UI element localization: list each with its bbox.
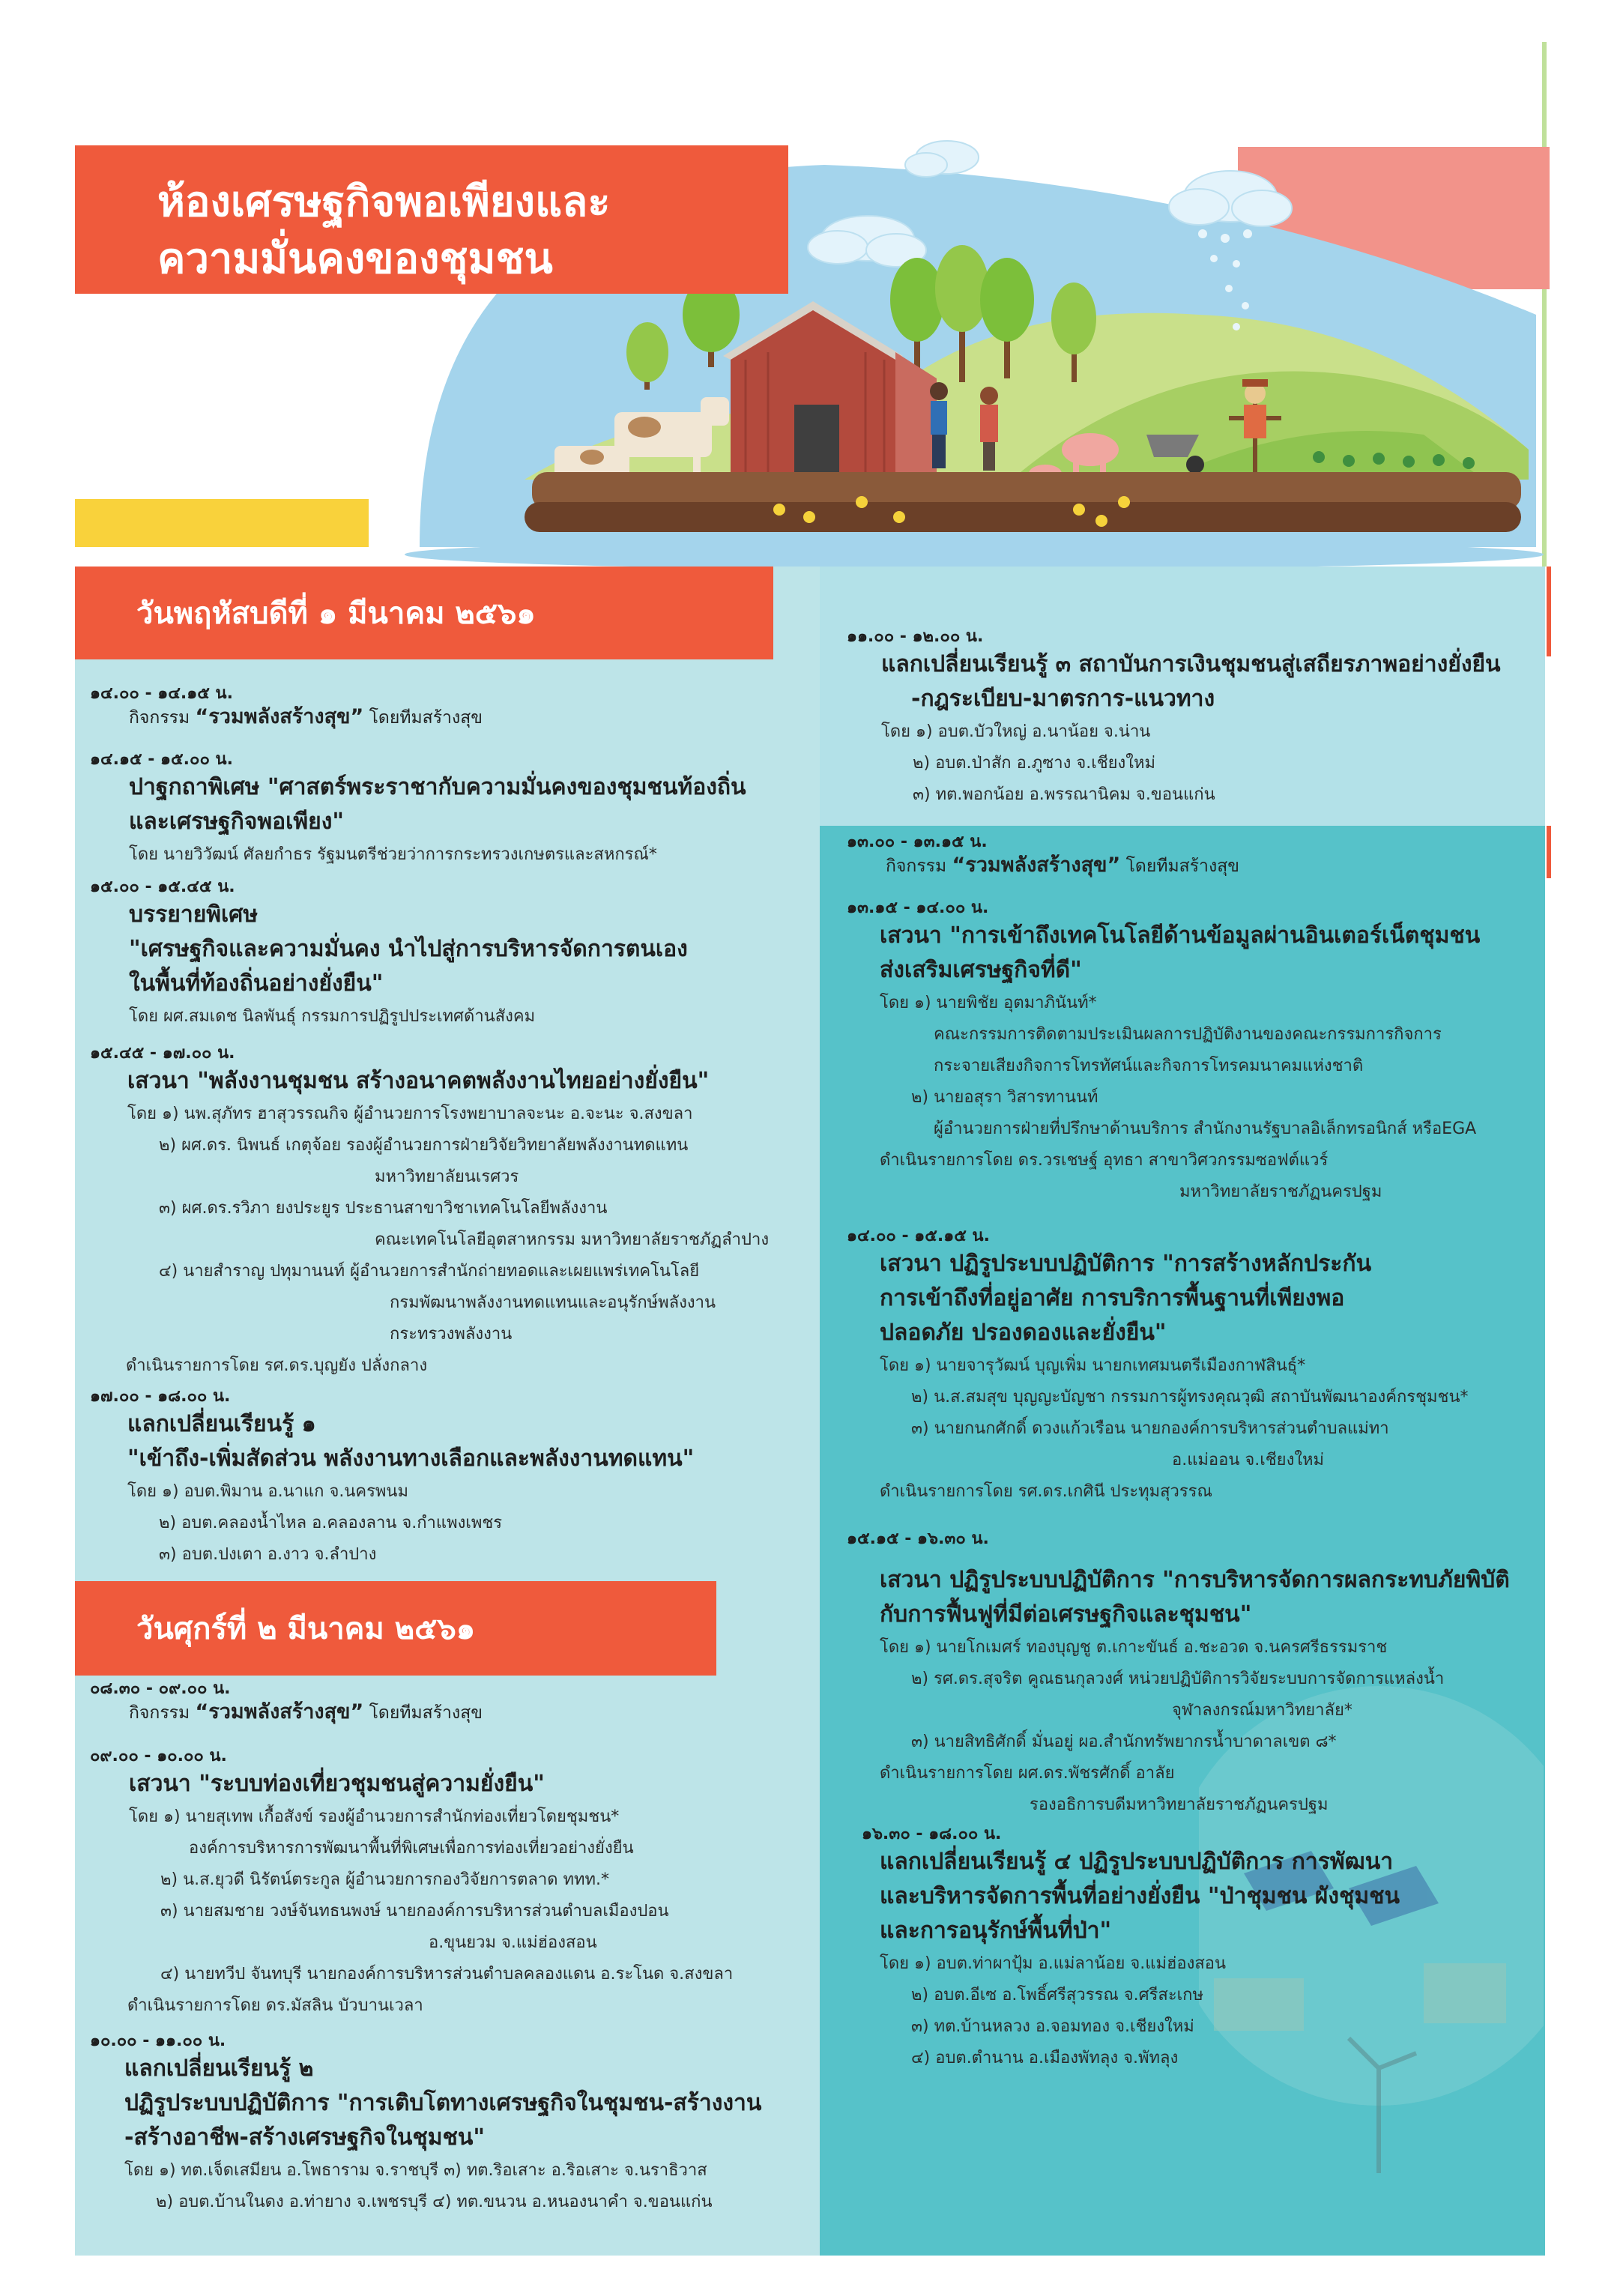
speaker-line: ๒) น.ส.สมสุข บุญญะบัญชา กรรมการผู้ทรงคุณวุฒิ สถาบันพัฒนาองค์กรชุมชน* — [911, 1388, 1469, 1407]
speaker-line: ๓) นายสิทธิศักดิ์ มั่นอยู่ ผอ.สำนักทรัพยากรน้ำบาดาลเขต ๘* — [911, 1732, 1337, 1751]
session-title: -กฎระเบียบ-มาตรการ-แนวทาง — [911, 686, 1215, 712]
session-title: เสวนา ปฏิรูประบบปฏิบัติการ "การบริหารจัดการผลกระทบภัยพิบัติ — [880, 1567, 1510, 1593]
speaker-line: กรมพัฒนาพลังงานทดแทนและอนุรักษ์พลังงาน — [390, 1293, 716, 1312]
speaker-line: ๒) รศ.ดร.สุจริต คูณธนกุลวงศ์ หน่วยปฏิบัติการวิจัยระบบการจัดการแหล่งน้ำ — [911, 1670, 1445, 1688]
speaker-line: โดย นายวิวัฒน์ ศัลยกำธร รัฐมนตรีช่วยว่าการกระทรวงเกษตรและสหกรณ์* — [129, 845, 657, 864]
speaker-line: ๓) ผศ.ดร.รวิภา ยงประยูร ประธานสาขาวิชาเทคโนโลยีพลังงาน — [159, 1199, 608, 1218]
speaker-line: ๒) ผศ.ดร. นิพนธ์ เกตุจ้อย รองผู้อำนวยการฝ่ายวิจัยวิทยาลัยพลังงานทดแทน — [159, 1136, 689, 1155]
schedule-item — [90, 877, 688, 1033]
decorative-red-tick — [1547, 826, 1551, 878]
speaker-line: อ.แม่ออน จ.เชียงใหม่ — [1172, 1451, 1325, 1469]
session-title: "เข้าถึง-เพิ่มสัดส่วน พลังงานทางเลือกและพลังงานทดแทน" — [127, 1445, 695, 1472]
speaker-line: โดย ๑) นายพิชัย อุตมาภินันท์* — [880, 994, 1097, 1012]
schedule-item — [862, 1824, 1400, 2074]
speaker-line: คณะกรรมการติดตามประเมินผลการปฏิบัติงานของคณะกรรมการกิจการ — [934, 1025, 1442, 1044]
session-title: แลกเปลี่ยนเรียนรู้ ๓ สถาบันการเงินชุมชนสู่เสถียรภาพอย่างยั่งยืน — [881, 651, 1501, 677]
speaker-line: ๔) นายสำราญ ปทุมานนท์ ผู้อำนวยการสำนักถ่ายทอดและเผยแพร่เทคโนโลยี — [159, 1262, 700, 1281]
schedule-item — [847, 1226, 1469, 1508]
speaker-line: ๒) นายอสุรา วิสารทานนท์ — [911, 1088, 1098, 1107]
session-title: ปฏิรูประบบปฏิบัติการ "การเติบโตทางเศรษฐกิจในชุมชน-สร้างงาน — [124, 2090, 762, 2116]
time-label: ๑๕.๔๕ - ๑๗.๐๐ น. — [90, 1044, 235, 1063]
session-title: ปาฐกถาพิเศษ "ศาสตร์พระราชากับความมั่นคงของชุมชนท้องถิ่น — [129, 774, 746, 800]
speaker-line: กระทรวงพลังงาน — [390, 1325, 513, 1344]
schedule-item — [847, 832, 1239, 879]
session-title: -สร้างอาชีพ-สร้างเศรษฐกิจในชุมชน" — [124, 2124, 486, 2151]
speaker-line: โดย ๑) ทต.เจ็ดเสมียน อ.โพธาราม จ.ราชบุรี ๓) ทต.ริอเสาะ อ.ริอเสาะ จ.นราธิวาส — [124, 2161, 707, 2180]
time-label: ๑๓.๐๐ - ๑๓.๑๕ น. — [847, 833, 988, 851]
speaker-line: ๒) อบต.บ้านในดง อ.ท่ายาง จ.เพชรบุรี ๔) ทต.ขนวน อ.หนองนาคำ จ.ขอนแก่น — [156, 2193, 713, 2211]
speaker-line: ผู้อำนวยการฝ่ายที่ปรึกษาด้านบริการ สำนักงานรัฐบาลอิเล็กทรอนิกส์ หรือEGA — [934, 1120, 1477, 1138]
session-title: เสวนา "การเข้าถึงเทคโนโลยีด้านข้อมูลผ่านอินเตอร์เน็ตชุมชน — [880, 922, 1481, 949]
time-label: ๐๙.๐๐ - ๑๐.๐๐ น. — [90, 1747, 227, 1765]
speaker-line: ๒) อบต.คลองน้ำไหล อ.คลองลาน จ.กำแพงเพชร — [159, 1514, 503, 1532]
schedule-item — [90, 1043, 769, 1382]
schedule-item — [847, 1529, 1510, 1821]
time-label: ๑๗.๐๐ - ๑๘.๐๐ น. — [90, 1387, 231, 1406]
session-title: กับการฟื้นฟูที่มีต่อเศรษฐกิจและชุมชน" — [880, 1601, 1252, 1628]
page-title-line-2: ความมั่นคงของชุมชน — [157, 235, 553, 283]
moderator-line: ดำเนินรายการโดย รศ.ดร.เกศินี ประทุมสุวรรณ — [880, 1482, 1212, 1501]
speaker-line: ๒) น.ส.ยุวดี นิรัตน์ตระกูล ผู้อำนวยการกองวิจัยการตลาด ททท.* — [160, 1870, 609, 1889]
session-title: เสวนา ปฏิรูประบบปฏิบัติการ "การสร้างหลักประกัน — [880, 1251, 1372, 1277]
speaker-line: ๒) อบต.อีเซ อ.โพธิ์ศรีสุวรรณ จ.ศรีสะเกษ — [911, 1986, 1203, 2005]
time-label: ๑๔.๐๐ - ๑๔.๑๕ น. — [90, 684, 233, 703]
speaker-line: ๓) ทต.พอกน้อย อ.พรรณานิคม จ.ขอนแก่น — [913, 785, 1215, 804]
session-title: และบริหารจัดการพื้นที่อย่างยั่งยืน "ป่าชุมชน ผังชุมชน — [880, 1883, 1400, 1909]
decorative-yellow-bar — [75, 499, 369, 547]
speaker-line: โดย ๑) นายจารุวัฒน์ บุญเพิ่ม นายกเทศมนตรีเมืองกาฬสินธุ์* — [880, 1356, 1306, 1375]
speaker-line: ๓) ทต.บ้านหลวง อ.จอมทอง จ.เชียงใหม่ — [911, 2017, 1194, 2036]
session-title: และเศรษฐกิจพอเพียง" — [129, 809, 344, 835]
day-2-header: วันศุกร์ที่ ๒ มีนาคม ๒๕๖๑ — [75, 1581, 716, 1676]
time-label: ๑๑.๐๐ - ๑๒.๐๐ น. — [847, 627, 984, 646]
moderator-line: ดำเนินรายการโดย ดร.มัสลิน บัวบานเวลา — [127, 1996, 423, 2015]
speaker-line: โดย ผศ.สมเดช นิลพันธุ์ กรรมการปฏิรูปประเทศด้านสังคม — [129, 1007, 536, 1026]
schedule-item — [90, 1746, 733, 2022]
speaker-line: ๓) นายสมชาย วงษ์จันทธนพงษ์ นายกองค์การบริหารส่วนตำบลเมืองปอน — [160, 1902, 669, 1921]
speaker-line: โดย ๑) อบต.บัวใหญ่ อ.นาน้อย จ.น่าน — [881, 722, 1151, 741]
time-label: ๑๖.๓๐ - ๑๘.๐๐ น. — [862, 1825, 1002, 1843]
time-label: ๑๔.๐๐ - ๑๕.๑๕ น. — [847, 1227, 990, 1245]
speaker-line: จุฬาลงกรณ์มหาวิทยาลัย* — [1172, 1701, 1352, 1720]
speaker-line: ๓) นายกนกศักดิ์ ดวงแก้วเรือน นายกองค์การบริหารส่วนตำบลแม่ทา — [911, 1419, 1389, 1438]
rain-cloud-icon — [1169, 171, 1292, 226]
schedule-item — [90, 749, 746, 871]
moderator-line: ดำเนินรายการโดย ดร.วรเชษฐ์ อุทธา สาขาวิศวกรรมซอฟต์แวร์ — [880, 1151, 1329, 1170]
session-title: แลกเปลี่ยนเรียนรู้ ๑ — [127, 1411, 316, 1437]
speaker-line: คณะเทคโนโลยีอุตสาหกรรม มหาวิทยาลัยราชภัฏลำปาง — [375, 1230, 770, 1249]
session-title: การเข้าถึงที่อยู่อาศัย การบริการพื้นฐานที่เพียงพอ — [880, 1285, 1345, 1311]
speaker-line: โดย ๑) อบต.พิมาน อ.นาแก จ.นครพนม — [127, 1482, 408, 1501]
speaker-line: ๒) อบต.ป่าสัก อ.ภูซาง จ.เชียงใหม่ — [913, 754, 1156, 773]
speaker-line: โดย ๑) นพ.สุภัทร ฮาสุวรรณกิจ ผู้อำนวยการโรงพยาบาลจะนะ อ.จะนะ จ.สงขลา — [127, 1105, 693, 1123]
speaker-line: โดย ๑) นายสุเทพ เกื้อสังข์ รองผู้อำนวยการสำนักท่องเที่ยวโดยชุมชน* — [129, 1807, 620, 1826]
session-title: แลกเปลี่ยนเรียนรู้ ๒ — [124, 2055, 314, 2082]
speaker-line: กระจายเสียงกิจการโทรทัศน์และกิจการโทรคมนาคมแห่งชาติ — [934, 1057, 1364, 1075]
schedule-item — [90, 1679, 483, 1726]
session-title: ในพื้นที่ท้องถิ่นอย่างยั่งยืน" — [129, 970, 384, 997]
session-title: แลกเปลี่ยนเรียนรู้ ๔ ปฏิรูประบบปฏิบัติการ การพัฒนา — [880, 1849, 1394, 1875]
session-title: "เศรษฐกิจและความมั่นคง นำไปสู่การบริหารจัดการตนเอง — [129, 936, 688, 962]
header-banner — [0, 0, 1623, 570]
time-label: ๑๕.๐๐ - ๑๕.๔๕ น. — [90, 877, 235, 896]
activity-line: กิจกรรม “รวมพลังสร้างสุข” โดยทีมสร้างสุข — [129, 1700, 483, 1723]
title-box — [75, 145, 788, 294]
day-1-header: วันพฤหัสบดีที่ ๑ มีนาคม ๒๕๖๑ — [75, 567, 773, 659]
schedule-item — [90, 683, 483, 731]
cloud-icon — [905, 141, 979, 177]
session-title: ปลอดภัย ปรองดองและยั่งยืน" — [880, 1320, 1167, 1346]
speaker-line: องค์การบริหารการพัฒนาพื้นที่พิเศษเพื่อการท่องเที่ยวอย่างยั่งยืน — [189, 1839, 634, 1858]
time-label: ๑๕.๑๕ - ๑๖.๓๐ น. — [847, 1529, 989, 1548]
speaker-line: โดย ๑) นายโกเมศร์ ทองบุญชู ต.เกาะขันธ์ อ.ชะอวด จ.นครศรีธรรมราช — [880, 1638, 1388, 1657]
activity-line: กิจกรรม “รวมพลังสร้างสุข” โดยทีมสร้างสุข — [129, 705, 483, 728]
time-label: ๐๘.๓๐ - ๐๙.๐๐ น. — [90, 1679, 231, 1698]
session-title: เสวนา "พลังงานชุมชน สร้างอนาคตพลังงานไทยอย่างยั่งยืน" — [127, 1068, 710, 1094]
page-title-line-1: ห้องเศรษฐกิจพอเพียงและ — [157, 178, 611, 226]
time-label: ๑๓.๑๕ - ๑๔.๐๐ น. — [847, 898, 989, 917]
session-title: และการอนุรักษ์พื้นที่ป่า" — [880, 1918, 1112, 1944]
activity-line: กิจกรรม “รวมพลังสร้างสุข” โดยทีมสร้างสุข — [886, 854, 1239, 877]
session-title: เสวนา "ระบบท่องเที่ยวชุมชนสู่ความยั่งยืน" — [129, 1771, 545, 1797]
decorative-red-tick — [1547, 567, 1551, 656]
speaker-line: อ.ขุนยวม จ.แม่ฮ่องสอน — [429, 1933, 597, 1952]
speaker-line: มหาวิทยาลัยนเรศวร — [375, 1167, 519, 1186]
moderator-line: ดำเนินรายการโดย รศ.ดร.บุญยัง ปลั่งกลาง — [126, 1356, 428, 1375]
schedule-item — [847, 626, 1501, 811]
time-label: ๑๔.๑๕ - ๑๕.๐๐ น. — [90, 750, 233, 769]
moderator-line: รองอธิการบดีมหาวิทยาลัยราชภัฏนครปฐม — [1030, 1795, 1329, 1814]
speaker-line: ๓) อบต.ปงเตา อ.งาว จ.ลำปาง — [159, 1545, 377, 1564]
schedule-item — [90, 1386, 694, 1571]
speaker-line: ๔) อบต.ตำนาน อ.เมืองพัทลุง จ.พัทลุง — [911, 2049, 1179, 2067]
speaker-line: โดย ๑) อบต.ท่าผาปุ้ม อ.แม่ลาน้อย จ.แม่ฮ่องสอน — [880, 1954, 1227, 1973]
time-label: ๑๐.๐๐ - ๑๑.๐๐ น. — [90, 2031, 226, 2050]
schedule-item — [90, 2031, 761, 2218]
moderator-line: ดำเนินรายการโดย ผศ.ดร.พัชรศักดิ์ อาลัย — [880, 1764, 1175, 1783]
speaker-line: ๔) นายทวีป จันทบุรี นายกองค์การบริหารส่วนตำบลคลองแดน อ.ระโนด จ.สงขลา — [160, 1965, 734, 1984]
session-title: บรรยายพิเศษ — [129, 901, 259, 928]
session-title: ส่งเสริมเศรษฐกิจที่ดี" — [880, 957, 1082, 983]
moderator-line: มหาวิทยาลัยราชภัฏนครปฐม — [1179, 1182, 1382, 1201]
schedule-item — [847, 898, 1480, 1208]
